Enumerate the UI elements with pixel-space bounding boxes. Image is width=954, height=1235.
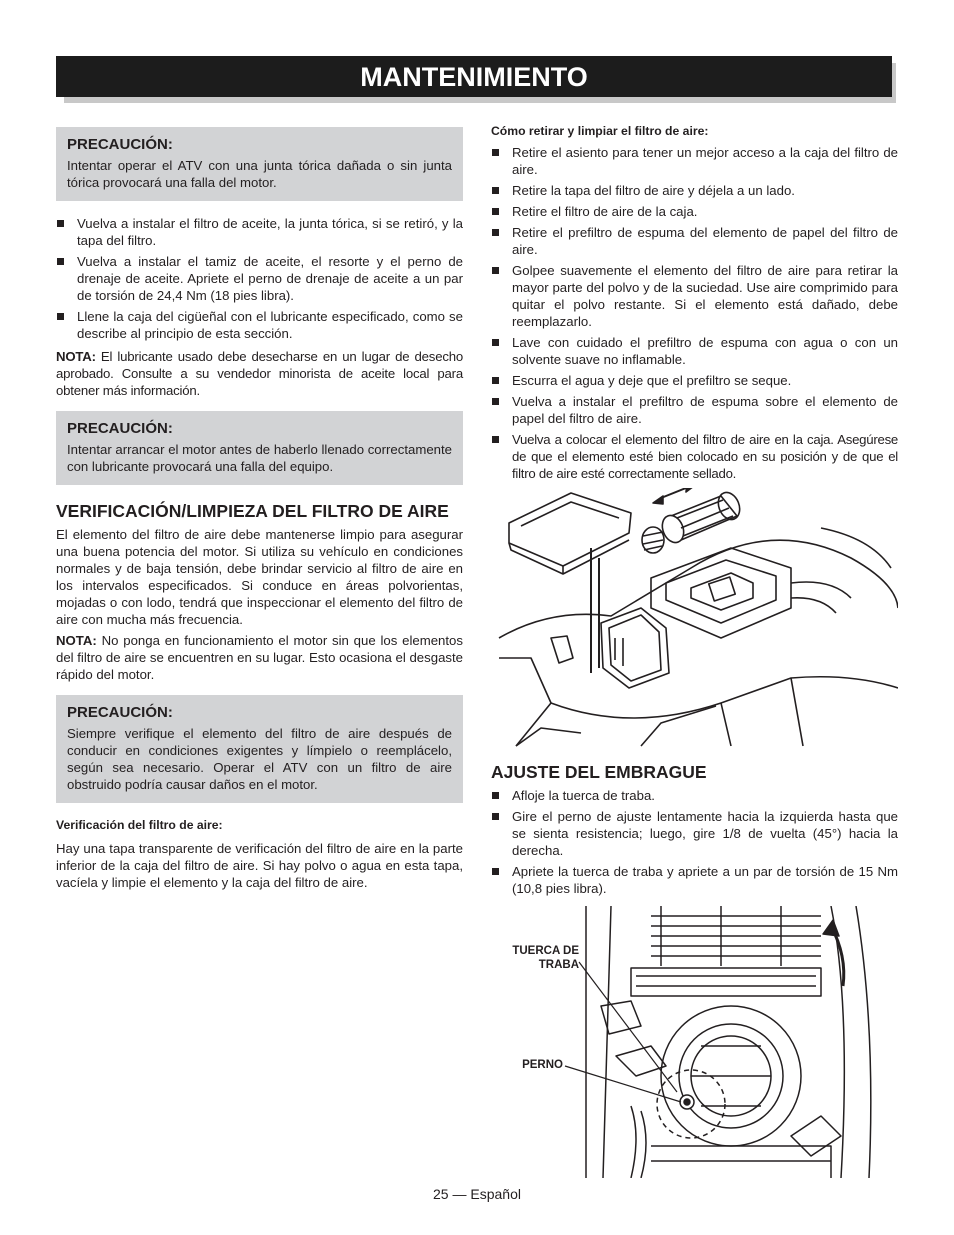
bullet-list-clutch xyxy=(491,787,898,897)
label-bolt: PERNO xyxy=(522,1059,563,1071)
caution-box-2 xyxy=(56,411,463,485)
list-item: Retire el prefiltro de espuma del elemento de papel del filtro de aire. xyxy=(491,224,898,258)
subheading-remove: Cómo retirar y limpiar el filtro de aire: xyxy=(491,124,709,138)
clutch-drawing xyxy=(491,906,898,1178)
list-item: Lave con cuidado el prefiltro de espuma con agua o con un solvente suave no inflamable. xyxy=(491,334,898,368)
air-filter-drawing xyxy=(491,488,898,756)
note-label: NOTA: xyxy=(56,633,97,648)
list-item: Vuelva a instalar el tamiz de aceite, el resorte y el perno de drenaje de aceite. Apriete el perno de drenaje de aceite a un par de torsión de 24,4 Nm (18 pies libra). xyxy=(56,253,463,304)
left-column xyxy=(56,127,463,895)
list-item: Escurra el agua y deje que el prefiltro se seque. xyxy=(491,372,898,389)
bullet-list-remove xyxy=(491,144,898,482)
note-air-filter xyxy=(56,632,463,683)
caution-text: Intentar operar el ATV con una junta tórica dañada o sin junta tórica provocará una falla del motor. xyxy=(67,158,452,190)
caution-heading: PRECAUCIÓN: xyxy=(67,420,173,437)
subheading-check: Verificación del filtro de aire: xyxy=(56,818,223,832)
section-heading-clutch: AJUSTE DEL EMBRAGUE xyxy=(491,762,707,782)
caution-box-1 xyxy=(56,127,463,201)
air-filter-illustration xyxy=(491,488,898,756)
list-item: Afloje la tuerca de traba. xyxy=(491,787,898,804)
label-locknut: TUERCA DE TRABA xyxy=(512,945,579,971)
list-item: Apriete la tuerca de traba y apriete a un par de torsión de 15 Nm (10,8 pies libra). xyxy=(491,863,898,897)
section-heading-air-filter: VERIFICACIÓN/LIMPIEZA DEL FILTRO DE AIRE xyxy=(56,501,449,521)
note-label: NOTA: xyxy=(56,349,96,364)
title-bar xyxy=(56,56,892,97)
caution-box-3 xyxy=(56,695,463,803)
list-item: Golpee suavemente el elemento del filtro de aire para retirar la mayor parte del polvo y de la suciedad. Use aire comprimido para quitar el polvo restante. Si el elemento está dañado, debe reemplazarlo. xyxy=(491,262,898,330)
caution-text: Intentar arrancar el motor antes de haberlo llenado correctamente con lubricante provocará una falla del equipo. xyxy=(67,442,452,474)
list-item: Vuelva a instalar el prefiltro de espuma sobre el elemento de papel del filtro de aire. xyxy=(491,393,898,427)
caution-heading: PRECAUCIÓN: xyxy=(67,136,173,153)
page-title: MANTENIMIENTO xyxy=(56,56,892,97)
clutch-illustration xyxy=(491,906,898,1178)
list-item: Llene la caja del cigüeñal con el lubricante especificado, como se describe al principio de esta sección. xyxy=(56,308,463,342)
note-lubricant xyxy=(56,348,463,399)
list-item: Vuelva a colocar el elemento del filtro de aire en la caja. Asegúrese de que el elemento esté bien colocado en su posición y de que el filtro de aire esté correctamente sellado. xyxy=(491,431,898,482)
right-column xyxy=(491,123,898,903)
check-paragraph: Hay una tapa transparente de verificación del filtro de aire en la parte inferior de la caja del filtro de aire. Si hay polvo o agua en esta tapa, vacíela y limpie el elemento y la caja del filtro de aire. xyxy=(56,841,463,890)
caution-heading: PRECAUCIÓN: xyxy=(67,704,173,721)
caution-text: Siempre verifique el elemento del filtro de aire después de conducir en condiciones exigentes y límpielo o reemplácelo, según sea necesario. Operar el ATV con un filtro de aire obstruido podría causar daños en el motor. xyxy=(67,726,452,792)
list-item: Gire el perno de ajuste lentamente hacia la izquierda hasta que se sienta resistencia; luego, gire 1/8 de vuelta (45°) hacia la derecha. xyxy=(491,808,898,859)
note-text: No ponga en funcionamiento el motor sin que los elementos del filtro de aire se encuentren en su lugar. Esto ocasiona el desgaste rápido del motor. xyxy=(56,633,463,682)
list-item: Retire el asiento para tener un mejor acceso a la caja del filtro de aire. xyxy=(491,144,898,178)
list-item: Vuelva a instalar el filtro de aceite, la junta tórica, si se retiró, y la tapa del filtro. xyxy=(56,215,463,249)
bullet-list-oil xyxy=(56,215,463,342)
air-filter-paragraph: El elemento del filtro de aire debe mantenerse limpio para asegurar una buena potencia del motor. Si utiliza su vehículo en condiciones normales y de baja tensión, debe brindar servicio al filtro de aire en los intervalos especificados. Si conduce en áreas polvorientas, mojadas o con lodo, tendrá que inspeccionar el elemento del filtro de aire con mucha más frecuencia. xyxy=(56,527,463,627)
note-text: El lubricante usado debe desecharse en un lugar de desecho aprobado. Consulte a su vendedor minorista de aceite local para obtener más información. xyxy=(56,349,463,398)
list-item: Retire el filtro de aire de la caja. xyxy=(491,203,898,220)
list-item: Retire la tapa del filtro de aire y déjela a un lado. xyxy=(491,182,898,199)
page-footer: 25 — Español xyxy=(433,1186,521,1202)
